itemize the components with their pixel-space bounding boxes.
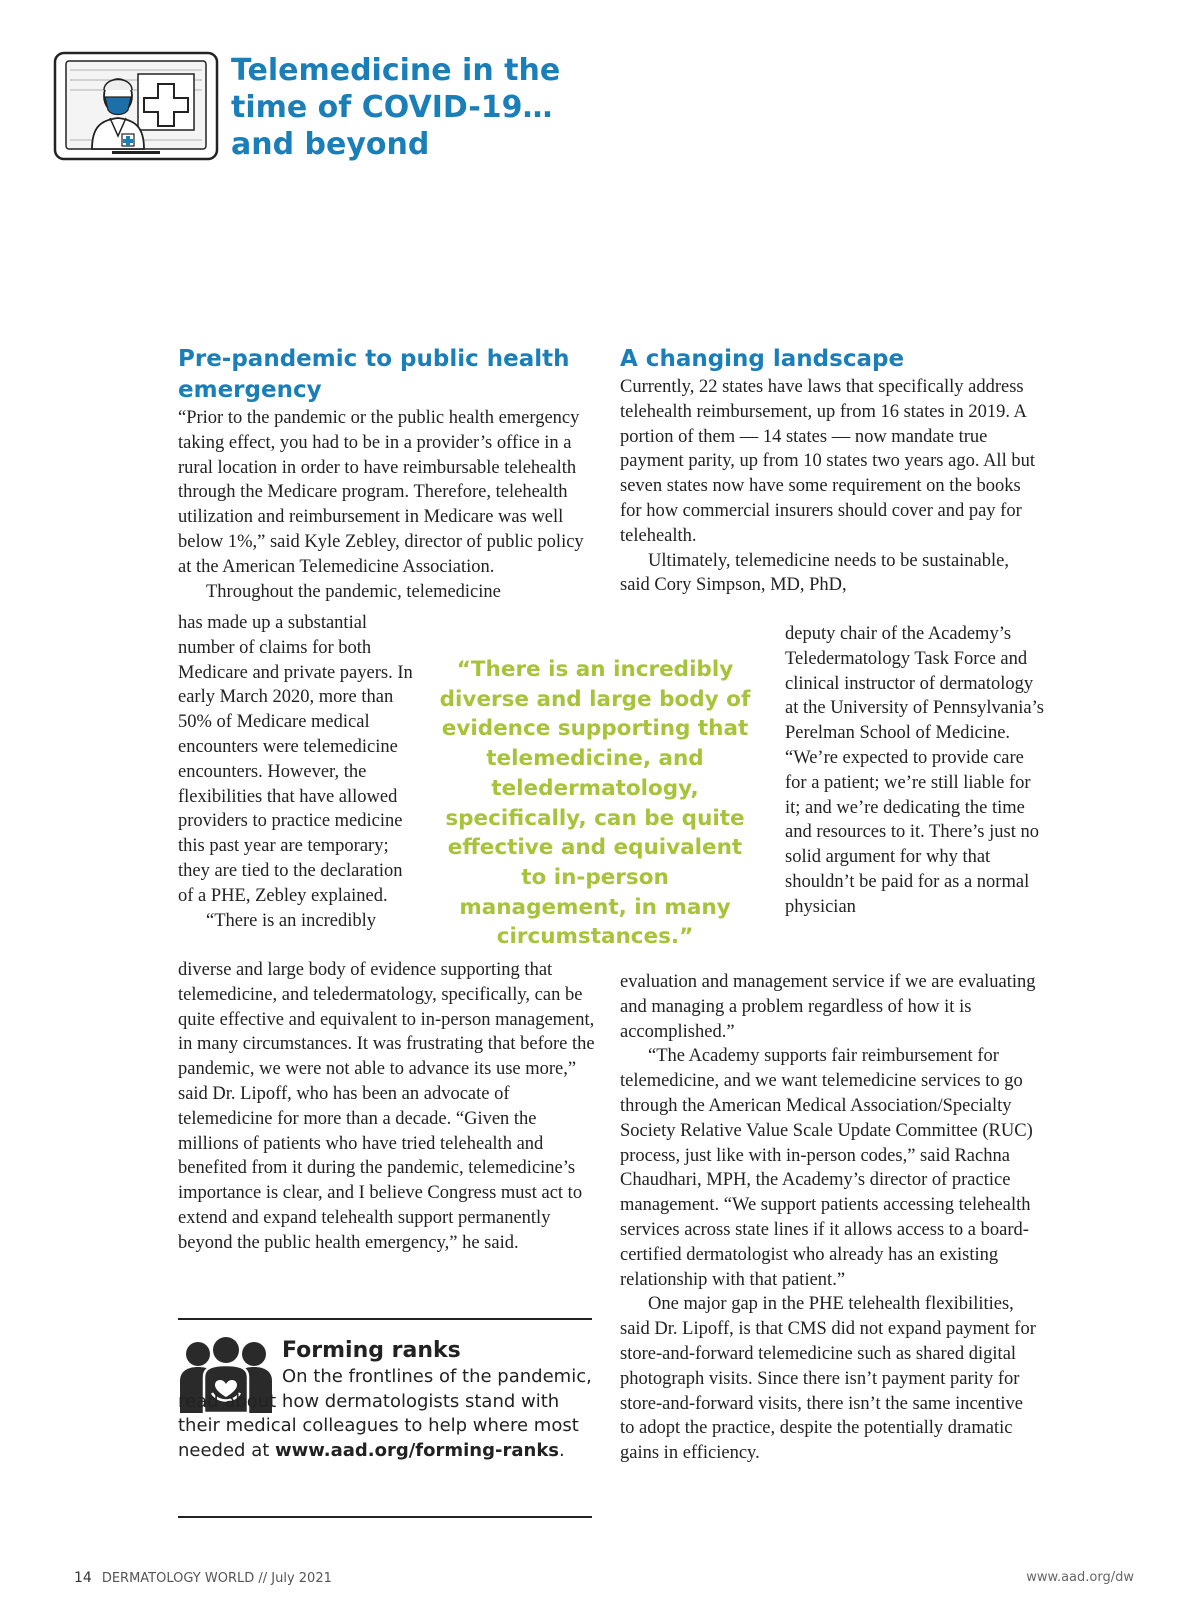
paragraph: Currently, 22 states have laws that specifically address telehealth reimbursement, up from 16 states in 2019. A portion of them — 14 states — now mandate true payment parity, up from 10 states two years ago. All but seven states now have some requirement on the books for how commercial insurers should cover and pay for telehealth. (620, 377, 1035, 546)
paragraph: evaluation and management service if we are evaluating and managing a problem regardless of how it is accomplished.” (620, 972, 1036, 1042)
paragraph: deputy chair of the Academy’s Teledermatology Task Force and clinical instructor of dermatology at the University of Pennsylvania’s Perelman School of Medicine. “We’re expected to provide care for a patient; we’re still liable for it; and we’re dedicating the time and resources to it. There’s just no solid argument for why that shouldn’t be paid for as a normal physician (785, 624, 1044, 917)
right-wrapped-text (785, 622, 1045, 920)
forming-ranks-link[interactable]: www.aad.org/forming-ranks (275, 1439, 559, 1461)
pull-quote: “There is an incredibly diverse and large body of evidence supporting that telemedicine, and teledermatology, specifically, can be quite effective and equivalent to in-person management, in many circumstances.” (439, 657, 751, 950)
left-column (178, 344, 598, 604)
footer-left (74, 1570, 332, 1586)
medical-cross-icon (138, 74, 194, 130)
forming-ranks-period: . (559, 1439, 565, 1461)
page-title (231, 52, 651, 163)
paragraph: has made up a substantial number of claims for both Medicare and private payers. In early March 2020, more than 50% of Medicare medical encounters were telemedicine encounters. However, the flexibilities that have allowed providers to practice medicine this past year are temporary; they are tied to the declaration of a PHE, Zebley explained. (178, 613, 413, 906)
publication-line: DERMATOLOGY WORLD // July 2021 (101, 1571, 332, 1586)
left-bottom-text (178, 958, 598, 1256)
divider-bottom (178, 1516, 592, 1518)
paragraph: “The Academy supports fair reimbursement for telemedicine, and we want telemedicine services to go through the American Medical Association/Specialty Society Relative Value Scale Update Committee (RUC) process, just like with in-person codes,” said Rachna Chaudhari, MPH, the Academy’s director of practice management. “We support patients accessing telehealth services across state lines if it allows access to a board-certified dermatologist who already has an existing relationship with that patient.” (620, 1046, 1033, 1290)
heading-line-1: Pre-pandemic to public health (178, 346, 570, 372)
paragraph: “Prior to the pandemic or the public health emergency taking effect, you had to be in a provider’s office in a rural location in order to have reimbursable telehealth through the Medicare program. Therefore, telehealth utilization and reimbursement in Medicare was well below 1%,” said Kyle Zebley, director of public policy at the American Telemedicine Association. (178, 408, 584, 577)
paragraph-intro: Throughout the pandemic, telemedicine (206, 581, 501, 602)
title-line-3: and beyond (231, 127, 430, 162)
section-heading-changing-landscape: A changing landscape (620, 346, 905, 372)
telemedicine-doctor-illustration (52, 50, 220, 166)
forming-ranks-heading: Forming ranks (282, 1338, 461, 1363)
right-column (620, 344, 1040, 598)
page-number: 14 (74, 1570, 92, 1586)
paragraph: diverse and large body of evidence supporting that telemedicine, and teledermatology, specifically, can be quite effective and equivalent to in-person management, in many circumstances. It was frustrating that before the pandemic, we were not able to advance its use more,” said Dr. Lipoff, who has been an advocate of telemedicine for more than a decade. “Given the millions of patients who have tried telehealth and benefited from it during the pandemic, telemedicine’s importance is clear, and I believe Congress must act to extend and expand telehealth support permanently beyond the public health emergency,” he said. (178, 960, 595, 1253)
title-line-1: Telemedicine in the (231, 53, 561, 88)
heading-line-2: emergency (178, 377, 322, 403)
left-wrapped-text (178, 611, 418, 933)
forming-ranks-text (178, 1365, 592, 1463)
right-bottom-text (620, 970, 1040, 1466)
paragraph-intro: Ultimately, telemedicine needs to be sustainable, said Cory Simpson, MD, PhD, (620, 550, 1009, 596)
footer-url[interactable]: www.aad.org/dw (1026, 1570, 1134, 1585)
divider-top (178, 1318, 592, 1320)
section-heading-pre-pandemic (178, 344, 598, 406)
paragraph-intro: “There is an incredibly (206, 910, 377, 931)
forming-ranks-body: On the frontlines of the pandemic, read about how dermatologists stand with their medical colleagues to help where most needed at (178, 1366, 592, 1461)
paragraph: One major gap in the PHE telehealth flexibilities, said Dr. Lipoff, is that CMS did not expand payment for store-and-forward telemedicine such as shared digital photograph visits. Since there isn’t payment parity for store-and-forward visits, there isn’t the same incentive to adopt the practice, despite the potentially dramatic gains in efficiency. (620, 1294, 1036, 1464)
title-line-2: time of COVID-19… (231, 90, 553, 125)
